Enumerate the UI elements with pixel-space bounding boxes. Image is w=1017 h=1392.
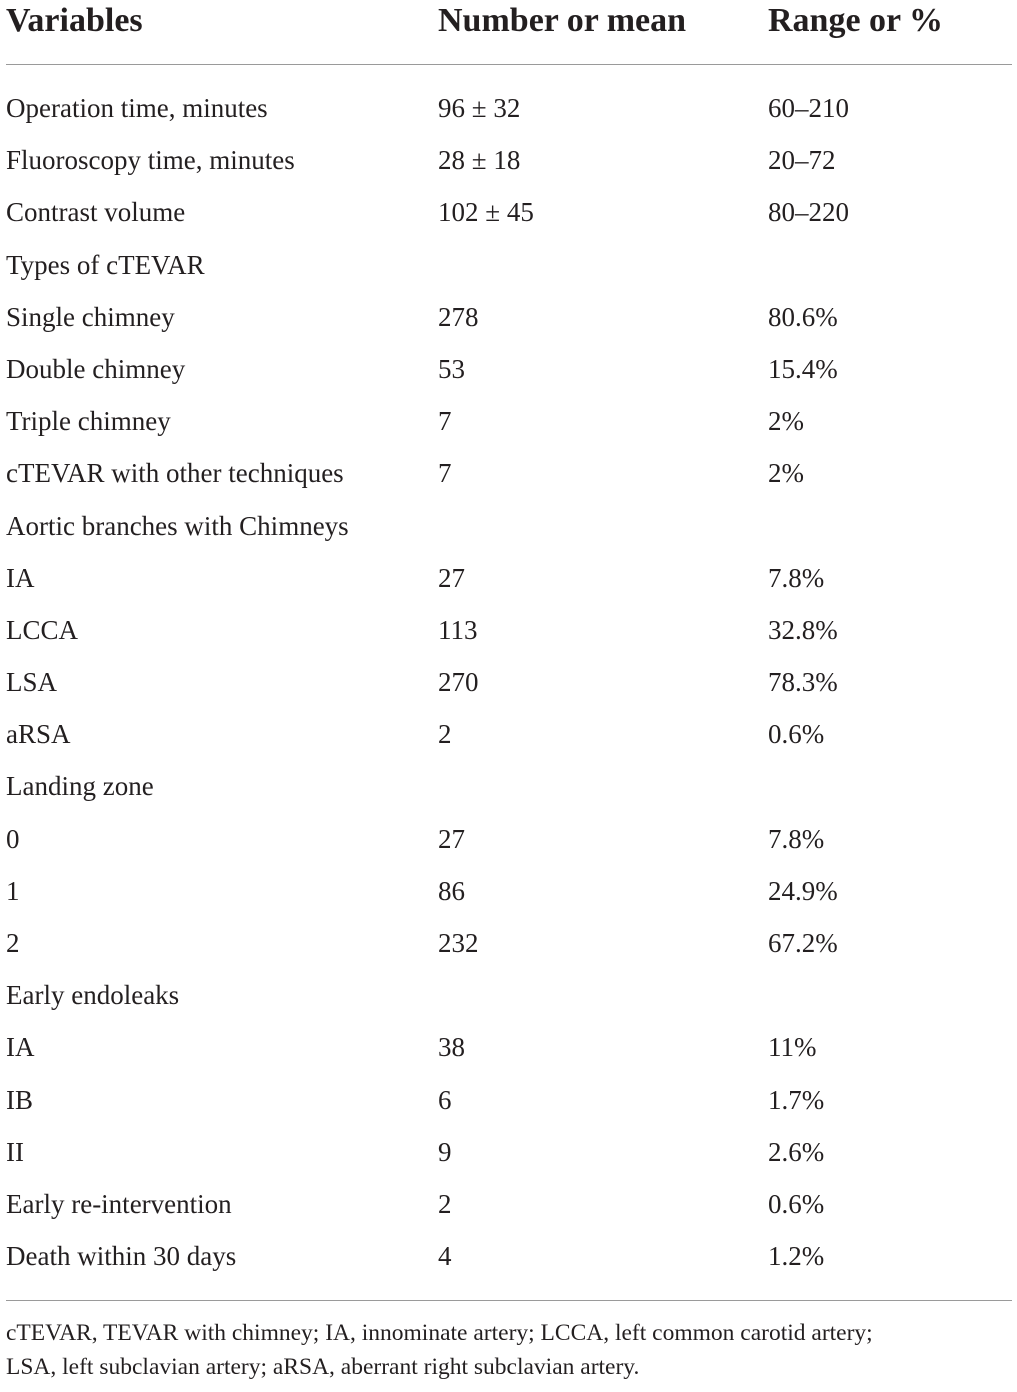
cell-variable: Single chimney xyxy=(6,301,175,332)
table-row xyxy=(0,449,1017,501)
cell-variable: Landing zone xyxy=(6,771,154,802)
cell-range-or-percent: 15.4% xyxy=(768,353,838,384)
footnote-line: cTEVAR, TEVAR with chimney; IA, innominate artery; LCCA, left common carotid artery; xyxy=(6,1320,873,1346)
table-row xyxy=(0,1128,1017,1180)
cell-range-or-percent: 67.2% xyxy=(768,928,838,958)
cell-range-or-percent: 2.6% xyxy=(768,1136,825,1167)
cell-variable: Death within 30 days xyxy=(6,1241,237,1272)
table-row xyxy=(0,84,1017,136)
cell-variable: 1 xyxy=(6,875,20,906)
cell-number-or-mean: 2 xyxy=(438,1188,452,1219)
table-row xyxy=(0,397,1017,449)
cell-variable: 0 xyxy=(6,823,20,854)
header-range-or-percent: Range or % xyxy=(768,2,944,39)
cell-variable: 2 xyxy=(6,928,20,958)
header-divider xyxy=(6,64,1012,65)
table-row xyxy=(0,971,1017,1023)
table-row xyxy=(0,710,1017,762)
table-row xyxy=(0,502,1017,554)
cell-number-or-mean: 102 ± 45 xyxy=(438,197,534,228)
table-row xyxy=(0,1076,1017,1128)
cell-number-or-mean: 7 xyxy=(438,458,452,489)
table-row xyxy=(0,606,1017,658)
table-row xyxy=(0,815,1017,867)
header-variables: Variables xyxy=(6,2,143,39)
table-row xyxy=(0,188,1017,240)
cell-range-or-percent: 0.6% xyxy=(768,1188,825,1219)
footer-divider xyxy=(6,1300,1012,1301)
cell-variable: Operation time, minutes xyxy=(6,93,268,123)
cell-variable: Double chimney xyxy=(6,353,186,384)
cell-range-or-percent: 7.8% xyxy=(768,562,825,593)
cell-variable: aRSA xyxy=(6,719,71,750)
table-row xyxy=(0,241,1017,293)
cell-variable: cTEVAR with other techniques xyxy=(6,458,344,489)
cell-variable: Early endoleaks xyxy=(6,980,180,1011)
cell-variable: Triple chimney xyxy=(6,406,171,437)
table-row xyxy=(0,762,1017,814)
cell-number-or-mean: 7 xyxy=(438,406,452,437)
cell-range-or-percent: 78.3% xyxy=(768,667,838,698)
cell-range-or-percent: 24.9% xyxy=(768,875,838,906)
cell-variable: Aortic branches with Chimneys xyxy=(6,510,349,541)
cell-range-or-percent: 1.2% xyxy=(768,1241,825,1272)
cell-range-or-percent: 32.8% xyxy=(768,614,838,645)
table-header xyxy=(0,0,1017,44)
cell-range-or-percent: 60–210 xyxy=(768,93,849,123)
cell-range-or-percent: 2% xyxy=(768,406,804,437)
table-row xyxy=(0,919,1017,971)
table-row xyxy=(0,136,1017,188)
cell-variable: Early re-intervention xyxy=(6,1188,232,1219)
cell-number-or-mean: 113 xyxy=(438,614,478,645)
table-row xyxy=(0,554,1017,606)
table-row xyxy=(0,345,1017,397)
cell-variable: LCCA xyxy=(6,614,79,645)
cell-number-or-mean: 27 xyxy=(438,562,465,593)
cell-variable: IA xyxy=(6,1032,35,1063)
table-footnote xyxy=(6,1316,1014,1384)
cell-variable: Fluoroscopy time, minutes xyxy=(6,145,295,176)
cell-range-or-percent: 80.6% xyxy=(768,301,838,332)
table-row xyxy=(0,867,1017,919)
cell-number-or-mean: 2 xyxy=(438,719,452,750)
cell-number-or-mean: 4 xyxy=(438,1241,452,1272)
header-number-or-mean: Number or mean xyxy=(438,2,687,39)
cell-variable: LSA xyxy=(6,667,58,698)
table-row xyxy=(0,1180,1017,1232)
table-body xyxy=(0,84,1017,1284)
cell-number-or-mean: 38 xyxy=(438,1032,465,1063)
cell-variable: II xyxy=(6,1136,24,1167)
footnote-line: LSA, left subclavian artery; aRSA, aberrant right subclavian artery. xyxy=(6,1354,640,1380)
cell-range-or-percent: 1.7% xyxy=(768,1084,825,1115)
table-row xyxy=(0,1023,1017,1075)
cell-number-or-mean: 232 xyxy=(438,928,479,958)
table-row xyxy=(0,658,1017,710)
cell-range-or-percent: 2% xyxy=(768,458,804,489)
cell-variable: IA xyxy=(6,562,35,593)
cell-range-or-percent: 20–72 xyxy=(768,145,836,176)
cell-variable: Contrast volume xyxy=(6,197,186,228)
cell-number-or-mean: 6 xyxy=(438,1084,452,1115)
cell-range-or-percent: 7.8% xyxy=(768,823,825,854)
cell-number-or-mean: 270 xyxy=(438,667,479,698)
cell-range-or-percent: 80–220 xyxy=(768,197,849,228)
cell-number-or-mean: 96 ± 32 xyxy=(438,93,521,123)
cell-number-or-mean: 278 xyxy=(438,301,479,332)
table-row xyxy=(0,1232,1017,1284)
cell-number-or-mean: 27 xyxy=(438,823,465,854)
cell-range-or-percent: 0.6% xyxy=(768,719,825,750)
cell-range-or-percent: 11% xyxy=(768,1032,817,1063)
table-row xyxy=(0,293,1017,345)
cell-number-or-mean: 9 xyxy=(438,1136,452,1167)
cell-variable: Types of cTEVAR xyxy=(6,249,205,280)
cell-number-or-mean: 28 ± 18 xyxy=(438,145,521,176)
cell-number-or-mean: 53 xyxy=(438,353,465,384)
cell-number-or-mean: 86 xyxy=(438,875,465,906)
cell-variable: IB xyxy=(6,1084,33,1115)
